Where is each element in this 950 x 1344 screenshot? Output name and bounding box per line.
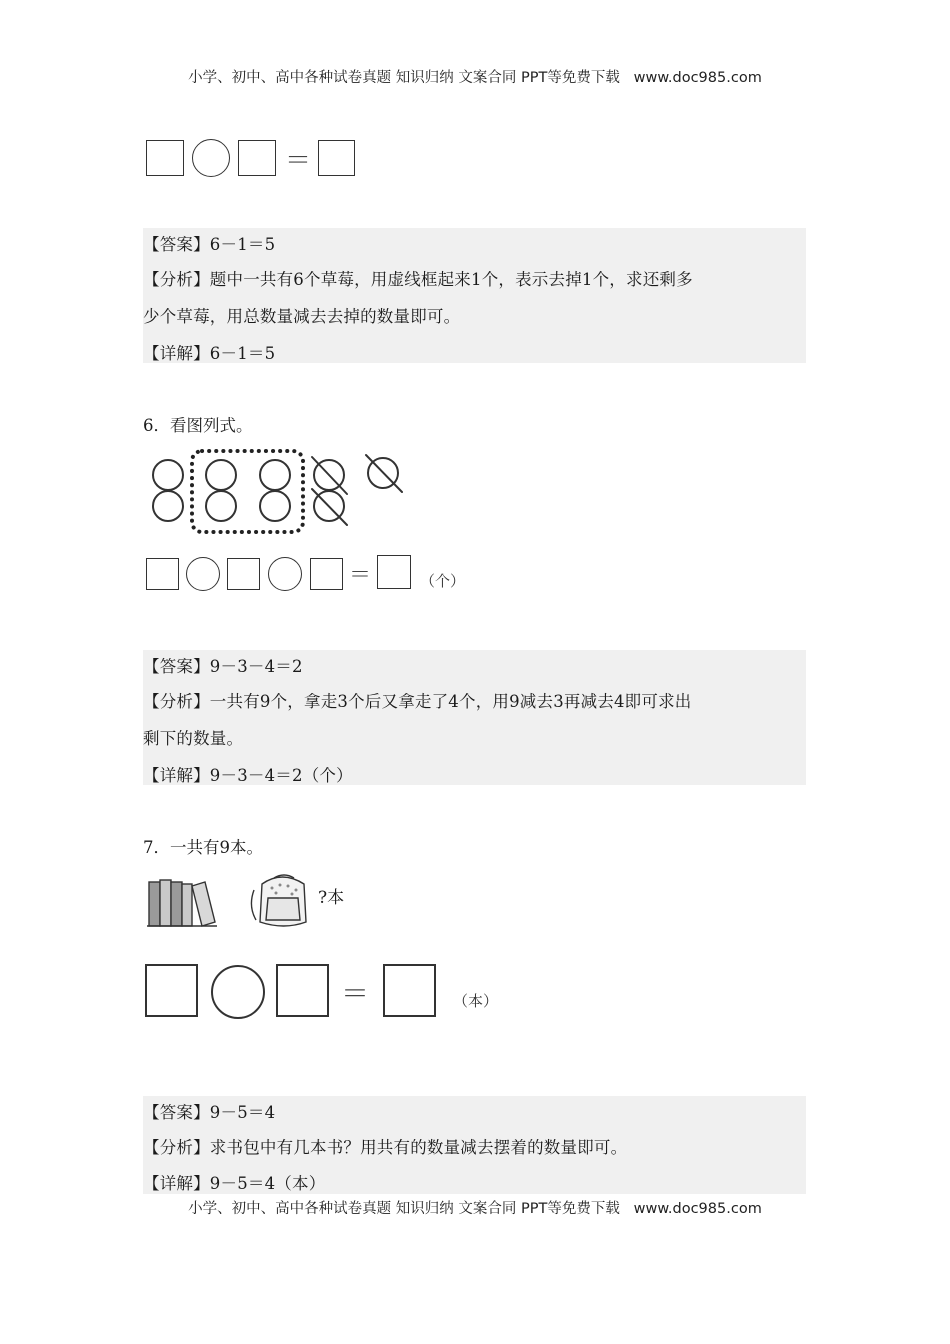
footer-site: www.doc985.com	[633, 1201, 762, 1217]
footer-text: 小学、初中、高中各种试卷真题 知识归纳 文案合同 PPT等免费下载	[188, 1201, 620, 1217]
bag-book-count-label: ?本	[318, 888, 345, 908]
equals-sign: ＝	[341, 977, 370, 1010]
book-spine	[149, 882, 160, 926]
page-footer	[0, 1197, 950, 1218]
detail-line: 【详解】9－3－4＝2（个）	[143, 766, 353, 785]
analysis-line: 【分析】一共有9个，拿走3个后又拿走了4个，用9减去3再减去4即可求出	[143, 692, 692, 711]
page-header	[0, 66, 950, 87]
operator-circle	[186, 557, 220, 591]
operator-circle	[268, 557, 302, 591]
backpack-figure	[248, 868, 320, 932]
unit-label: （本）	[453, 992, 499, 1010]
q7-answer-panel	[143, 1096, 806, 1194]
answer-box	[383, 964, 436, 1017]
answer-line: 【答案】9－3－4＝2	[143, 657, 303, 676]
header-site: www.doc985.com	[633, 70, 762, 86]
dotted-selection-frame	[192, 451, 303, 532]
backpack-pocket	[266, 898, 300, 920]
q6-answer-panel	[143, 650, 806, 785]
detail-line: 【详解】9－5＝4（本）	[143, 1174, 326, 1193]
figure-circle	[153, 460, 183, 490]
answer-box	[146, 558, 179, 590]
leaning-book	[192, 882, 215, 926]
answer-box	[227, 558, 260, 590]
q6-circles-figure	[140, 445, 420, 535]
operator-circle	[192, 139, 230, 177]
operator-circle	[211, 965, 265, 1019]
equals-sign: ＝	[285, 146, 312, 176]
books-figure	[145, 876, 219, 930]
figure-circle	[206, 460, 236, 490]
book-spine	[160, 880, 171, 926]
equals-sign: ＝	[349, 563, 372, 588]
analysis-line: 【分析】求书包中有几本书？用共有的数量减去摆着的数量即可。	[143, 1138, 628, 1157]
answer-box	[145, 964, 198, 1017]
answer-box	[146, 140, 184, 176]
detail-line: 【详解】6－1＝5	[143, 344, 276, 363]
figure-circle	[260, 460, 290, 490]
book-spine	[171, 882, 182, 926]
backpack-strap	[251, 890, 256, 920]
q5-answer-panel	[143, 228, 806, 363]
answer-line: 【答案】6－1＝5	[143, 235, 276, 254]
figure-circle	[206, 491, 236, 521]
figure-circle	[260, 491, 290, 521]
answer-box	[377, 555, 411, 589]
figure-circle	[153, 491, 183, 521]
question-title: 6．看图列式。	[143, 416, 253, 435]
book-spine	[182, 884, 192, 926]
answer-box	[310, 558, 343, 590]
analysis-line: 【分析】题中一共有6个草莓，用虚线框起来1个，表示去掉1个，求还剩多	[143, 270, 693, 289]
analysis-line: 剩下的数量。	[143, 729, 244, 748]
unit-label: （个）	[420, 572, 466, 590]
answer-box	[318, 140, 355, 176]
answer-box	[276, 964, 329, 1017]
question-title: 7．一共有9本。	[143, 838, 263, 857]
header-text: 小学、初中、高中各种试卷真题 知识归纳 文案合同 PPT等免费下载	[188, 70, 620, 86]
answer-box	[238, 140, 276, 176]
analysis-line: 少个草莓，用总数量减去去掉的数量即可。	[143, 307, 461, 326]
answer-line: 【答案】9－5＝4	[143, 1103, 276, 1122]
